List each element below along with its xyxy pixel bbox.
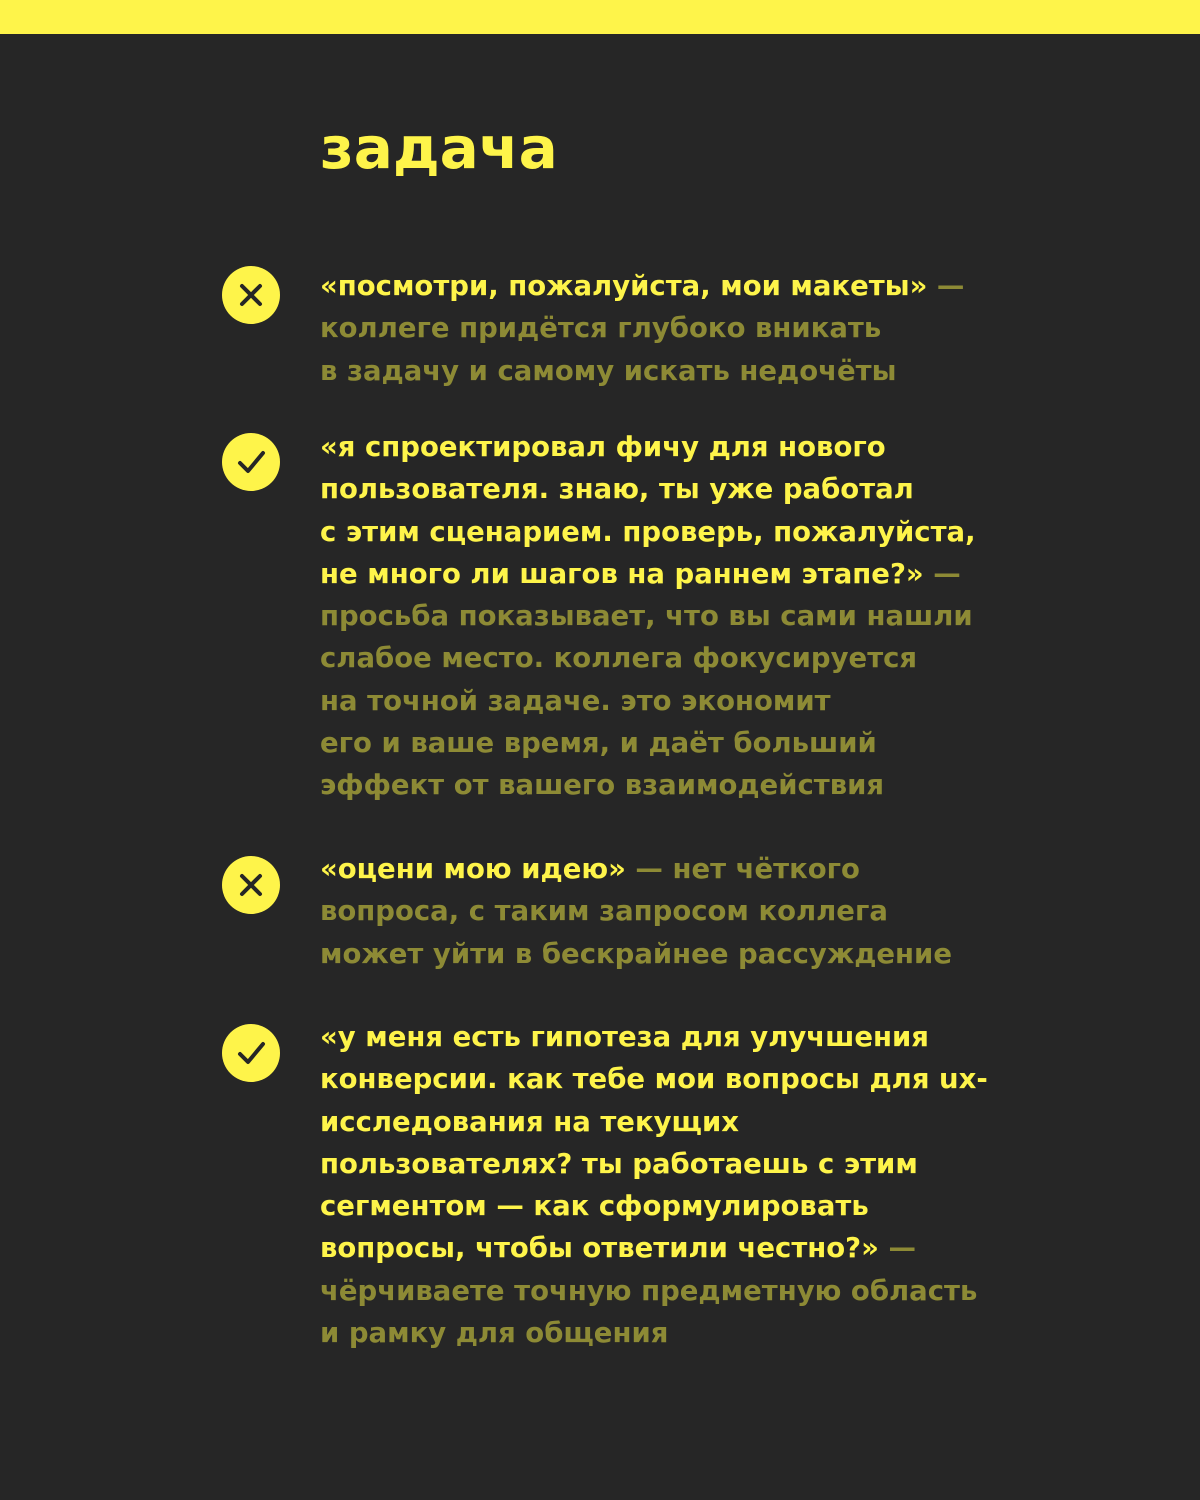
quote-text: не много ли шагов на раннем этапе?» bbox=[320, 557, 924, 590]
text-line bbox=[320, 848, 1080, 890]
cross-badge bbox=[222, 266, 280, 324]
text-line bbox=[320, 722, 1080, 764]
text-line bbox=[320, 350, 1080, 392]
text-line bbox=[320, 933, 1080, 975]
text-line bbox=[320, 1185, 1080, 1227]
check-icon bbox=[222, 433, 280, 491]
comment-text: чёрчиваете точную предметную область bbox=[320, 1274, 978, 1307]
quote-text: пользователях? ты работаешь с этим bbox=[320, 1147, 918, 1180]
text-line bbox=[320, 1227, 1080, 1269]
comment-text: его и ваше время, и даёт больший bbox=[320, 727, 877, 760]
text-line bbox=[320, 595, 1080, 637]
comment-text: — bbox=[878, 1232, 916, 1265]
comment-text: на точной задаче. это экономит bbox=[320, 684, 831, 717]
item-text bbox=[320, 848, 1080, 975]
cross-badge bbox=[222, 856, 280, 914]
check-badge bbox=[222, 433, 280, 491]
quote-text: «посмотри, пожалуйста, мои макеты» bbox=[320, 270, 928, 302]
item-text bbox=[320, 265, 1080, 392]
item-text bbox=[320, 1016, 1080, 1354]
text-line bbox=[320, 764, 1080, 806]
check-icon bbox=[222, 1024, 280, 1082]
quote-text: конверсии. как тебе мои вопросы для ux- bbox=[320, 1063, 988, 1096]
comment-text: и рамку для общения bbox=[320, 1317, 669, 1350]
text-line bbox=[320, 553, 1080, 595]
text-line bbox=[320, 1016, 1080, 1058]
text-line bbox=[320, 265, 1080, 307]
top-accent-bar bbox=[0, 0, 1200, 34]
text-line bbox=[320, 1101, 1080, 1143]
page-title: задача bbox=[320, 114, 558, 182]
comment-text: — bbox=[923, 557, 961, 590]
quote-text: сегментом — как сформулировать bbox=[320, 1190, 869, 1223]
check-badge bbox=[222, 1024, 280, 1082]
cross-icon bbox=[222, 856, 280, 914]
comment-text: вопроса, с таким запросом коллега bbox=[320, 895, 888, 928]
text-line bbox=[320, 890, 1080, 932]
comment-text: в задачу и самому искать недочёты bbox=[320, 354, 897, 387]
comment-text: слабое место. коллега фокусируется bbox=[320, 642, 918, 675]
item-text bbox=[320, 426, 1080, 807]
comment-text: эффект от вашего взаимодействия bbox=[320, 769, 885, 802]
comment-text: коллеге придётся глубоко вникать bbox=[320, 312, 882, 345]
text-line bbox=[320, 1312, 1080, 1354]
text-line bbox=[320, 468, 1080, 510]
text-line bbox=[320, 307, 1080, 349]
comment-text: просьба показывает, что вы сами нашли bbox=[320, 600, 973, 633]
quote-text: вопросы, чтобы ответили честно?» bbox=[320, 1232, 879, 1265]
cross-icon bbox=[222, 266, 280, 324]
quote-text: пользователя. знаю, ты уже работал bbox=[320, 473, 914, 506]
comment-text: — нет чёткого bbox=[625, 853, 860, 885]
quote-text: исследования на текущих bbox=[320, 1105, 739, 1138]
quote-text: «я спроектировал фичу для нового bbox=[320, 431, 886, 463]
text-line bbox=[320, 511, 1080, 553]
text-line bbox=[320, 637, 1080, 679]
quote-text: «у меня есть гипотеза для улучшения bbox=[320, 1021, 929, 1053]
comment-text: может уйти в бескрайнее рассуждение bbox=[320, 937, 952, 970]
text-line bbox=[320, 680, 1080, 722]
text-line bbox=[320, 1058, 1080, 1100]
quote-text: «оцени мою идею» bbox=[320, 853, 626, 885]
text-line bbox=[320, 426, 1080, 468]
text-line bbox=[320, 1270, 1080, 1312]
comment-text: — bbox=[927, 270, 965, 302]
text-line bbox=[320, 1143, 1080, 1185]
quote-text: с этим сценарием. проверь, пожалуйста, bbox=[320, 515, 976, 548]
